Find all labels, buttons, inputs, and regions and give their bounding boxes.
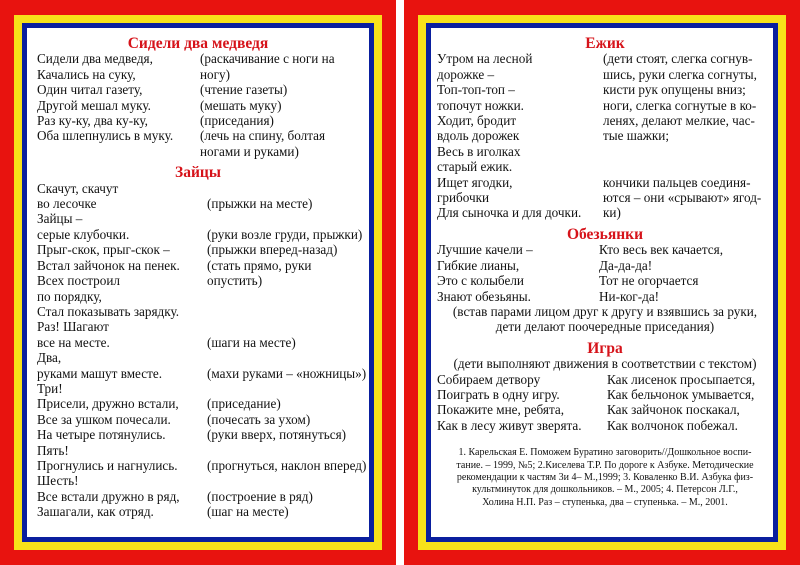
verse-text: Ищет ягодки, <box>437 174 513 190</box>
poem-line <box>37 144 369 159</box>
movement-text: Тот не огорчается <box>599 273 699 289</box>
verse-text: Покажите мне, ребята, <box>437 402 565 418</box>
poem-line <box>437 273 773 288</box>
verse-text: Качались на суку, <box>37 66 136 82</box>
verse-text: во лесочке <box>37 196 97 212</box>
left-content <box>27 28 369 537</box>
poem-line <box>437 190 773 205</box>
section-title-ezhik: Ежик <box>585 35 625 52</box>
poem-line <box>437 128 773 143</box>
poem-line <box>437 98 773 113</box>
movement-text: ленях, делают мелкие, час- <box>603 113 755 129</box>
poem-line <box>437 144 773 159</box>
poem-line <box>437 242 773 257</box>
poem-line <box>37 304 369 319</box>
poem-line <box>437 418 773 433</box>
verse-text: Весь в иголках <box>437 143 521 159</box>
verse-text: Это с колыбели <box>437 273 524 289</box>
verse-text: На четыре потянулись. <box>37 427 166 443</box>
poem-line <box>437 205 773 220</box>
card-body <box>27 28 369 537</box>
poem-line <box>437 175 773 190</box>
movement-text: (почесать за ухом) <box>207 411 311 427</box>
reference-line: Холина Н.П. Раз – ступенька, два – ступенька. – М., 2001. <box>482 496 728 508</box>
poem-line <box>437 258 773 273</box>
poem-line <box>37 211 369 226</box>
reference-line: культминуток для дошкольников. – М., 2005; 4. Петерсон Л.Г., <box>472 484 738 496</box>
poem-line <box>37 489 369 504</box>
movement-text: (мешать муку) <box>200 97 282 113</box>
verse-text: Как в лесу живут зверята. <box>437 417 582 433</box>
verse-text: Гибкие лианы, <box>437 257 520 273</box>
verse-text: Ходит, бродит <box>437 113 517 129</box>
verse-text: руками машут вместе. <box>37 365 162 381</box>
movement-text: (руки возле груди, прыжки) <box>207 226 363 242</box>
verse-text: Сидели два медведя, <box>37 51 153 67</box>
poem-line <box>37 242 369 257</box>
verse-text: Два, <box>37 350 62 366</box>
blue-frame <box>22 23 374 542</box>
poem-line <box>37 350 369 365</box>
verse-text: Лучшие качели – <box>437 242 533 258</box>
movement-text: Как лисенок просыпается, <box>607 371 756 387</box>
reference-line: 1. Карельская Е. Поможем Буратино заговорить//Дошкольное воспи- <box>458 447 752 459</box>
obezyanki-note-2: дети делают поочередные приседания) <box>495 319 715 335</box>
movement-text: кисти рук опущены вниз; <box>603 82 746 98</box>
movement-text: (шаги на месте) <box>207 334 296 350</box>
movement-text: Ни-ког-да! <box>599 288 660 304</box>
verse-text: по порядку, <box>37 288 102 304</box>
poem-line <box>37 396 369 411</box>
verse-text: дорожке – <box>437 66 495 82</box>
yellow-frame <box>14 15 382 550</box>
verse-text: Поиграть в одну игру. <box>437 386 560 402</box>
verse-text: Собираем детвору <box>437 371 541 387</box>
movement-text: ногами и руками) <box>200 143 299 159</box>
verse-text: Шесть! <box>37 473 79 489</box>
verse-text: Знают обезьяны. <box>437 288 531 304</box>
poem-line <box>37 51 369 66</box>
poem-medvedi <box>37 51 369 159</box>
movement-text: тые шажки; <box>603 128 670 144</box>
section-title-obezyanki: Обезьянки <box>566 225 644 243</box>
poem-line <box>37 381 369 396</box>
verse-text: Все встали дружно в ряд, <box>37 488 180 504</box>
movement-text: опустить) <box>207 273 263 289</box>
right-card <box>404 0 800 565</box>
movement-text: ногу) <box>200 66 231 82</box>
verse-text: Все за ушком почесали. <box>37 411 171 427</box>
poem-line <box>37 196 369 211</box>
verse-text: все на месте. <box>37 334 110 350</box>
verse-text: Для сыночка и для дочки. <box>437 205 582 221</box>
verse-text: топочут ножки. <box>437 97 524 113</box>
poem-line <box>37 128 369 143</box>
reference-line: рекомендации к частям 3и 4– М.,1999; 3. Коваленко В.И. Азбука физ- <box>456 471 754 483</box>
verse-text: вдоль дорожек <box>437 128 520 144</box>
section-title-medvedi: Сидели два медведя <box>127 35 269 52</box>
igra-note: (дети выполняют движения в соответствии с текстом) <box>453 356 757 372</box>
poem-line <box>437 289 773 304</box>
movement-text: Как бельчонок умывается, <box>607 386 755 402</box>
movement-text: Да-да-да! <box>599 257 653 273</box>
poem-obezyanki <box>437 242 773 304</box>
verse-text: Топ-топ-топ – <box>437 82 515 98</box>
verse-text: Зайцы – <box>37 211 83 227</box>
poem-line <box>37 458 369 473</box>
poem-zaytsy <box>37 181 369 520</box>
movement-text: (прогнуться, наклон вперед) <box>207 457 367 473</box>
poem-line <box>37 335 369 350</box>
verse-text: старый ежик. <box>437 159 513 175</box>
verse-text: Оба шлепнулись в муку. <box>37 128 174 144</box>
poem-line <box>37 273 369 288</box>
verse-text: Зашагали, как отряд. <box>37 504 154 520</box>
poem-line <box>437 82 773 97</box>
section-title-igra: Игра <box>587 339 623 357</box>
movement-text: ноги, слегка согнутые в ко- <box>603 97 757 113</box>
poem-line <box>37 181 369 196</box>
section-title-zaytsy: Зайцы <box>175 164 221 182</box>
poem-line <box>437 387 773 402</box>
verse-text <box>37 144 200 159</box>
verse-text: Утром на лесной <box>437 51 533 67</box>
movement-text: (прыжки на месте) <box>207 196 313 212</box>
verse-text: Встал зайчонок на пенек. <box>37 257 180 273</box>
movement-text: (лечь на спину, болтая <box>200 128 326 144</box>
verse-text: Три! <box>37 380 63 396</box>
verse-text: Другой мешал муку. <box>37 97 151 113</box>
verse-text: Скачут, скачут <box>37 180 119 196</box>
movement-text: (дети стоят, слегка согнув- <box>603 51 753 67</box>
movement-text: (махи руками – «ножницы») <box>207 365 367 381</box>
poem-line <box>37 443 369 458</box>
left-card <box>0 0 396 565</box>
poem-line <box>37 113 369 128</box>
yellow-frame <box>418 15 786 550</box>
poem-line <box>37 67 369 82</box>
verse-text: Один читал газету, <box>37 82 143 98</box>
reference-line: тание. – 1999, №5; 2.Киселева Т.Р. По дороге к Азбуке. Методические <box>456 459 754 471</box>
poem-line <box>37 289 369 304</box>
movement-text: (шаг на месте) <box>207 504 289 520</box>
poem-line <box>37 473 369 488</box>
poem-ezhik <box>437 51 773 220</box>
card-body <box>431 28 773 537</box>
movement-text: Как волчонок побежал. <box>607 417 738 433</box>
movement-text: ки) <box>603 205 621 221</box>
poem-line <box>437 67 773 82</box>
movement-text: Кто весь век качается, <box>599 242 723 258</box>
movement-text: Как зайчонок поскакал, <box>607 402 740 418</box>
obezyanki-note-1: (встав парами лицом друг к другу и взявшись за руки, <box>452 303 758 319</box>
poem-line <box>37 82 369 97</box>
movement-text: (приседания) <box>200 113 274 129</box>
poem-line <box>437 51 773 66</box>
poem-line <box>437 372 773 387</box>
blue-frame <box>426 23 778 542</box>
poem-line <box>437 113 773 128</box>
movement-text: (раскачивание с ноги на <box>200 51 335 67</box>
movement-text: кончики пальцев соединя- <box>603 174 751 190</box>
right-content <box>431 28 773 537</box>
verse-text: Прогнулись и нагнулись. <box>37 457 178 473</box>
poem-line <box>37 366 369 381</box>
poem-line <box>437 402 773 417</box>
movement-text: (приседание) <box>207 396 281 412</box>
poem-line <box>37 98 369 113</box>
poem-line <box>37 258 369 273</box>
verse-text: Раз! Шагают <box>37 319 109 335</box>
verse-text: Прыг-скок, прыг-скок – <box>37 242 170 258</box>
movement-text: (чтение газеты) <box>200 82 288 98</box>
movement-text: шись, руки слегка согнуты, <box>603 66 757 82</box>
movement-text: (построение в ряд) <box>207 488 313 504</box>
verse-text: грибочки <box>437 190 490 206</box>
movement-text: ются – они «срывают» ягод- <box>603 190 762 206</box>
verse-text: серые клубочки. <box>37 226 130 242</box>
poem-igra <box>437 372 773 434</box>
references <box>437 447 773 509</box>
verse-text: Стал показывать зарядку. <box>37 303 180 319</box>
poem-line <box>37 227 369 242</box>
movement-text: (прыжки вперед-назад) <box>207 242 338 258</box>
verse-text: Присели, дружно встали, <box>37 396 179 412</box>
poem-line <box>37 427 369 442</box>
poem-line <box>37 504 369 519</box>
verse-text: Пять! <box>37 442 69 458</box>
verse-text: Всех построил <box>37 273 120 289</box>
movement-text: (руки вверх, потянуться) <box>207 427 347 443</box>
movement-text: (стать прямо, руки <box>207 257 312 273</box>
poem-line <box>437 159 773 174</box>
poem-line <box>37 319 369 334</box>
poem-line <box>37 412 369 427</box>
verse-text: Раз ку-ку, два ку-ку, <box>37 113 148 129</box>
